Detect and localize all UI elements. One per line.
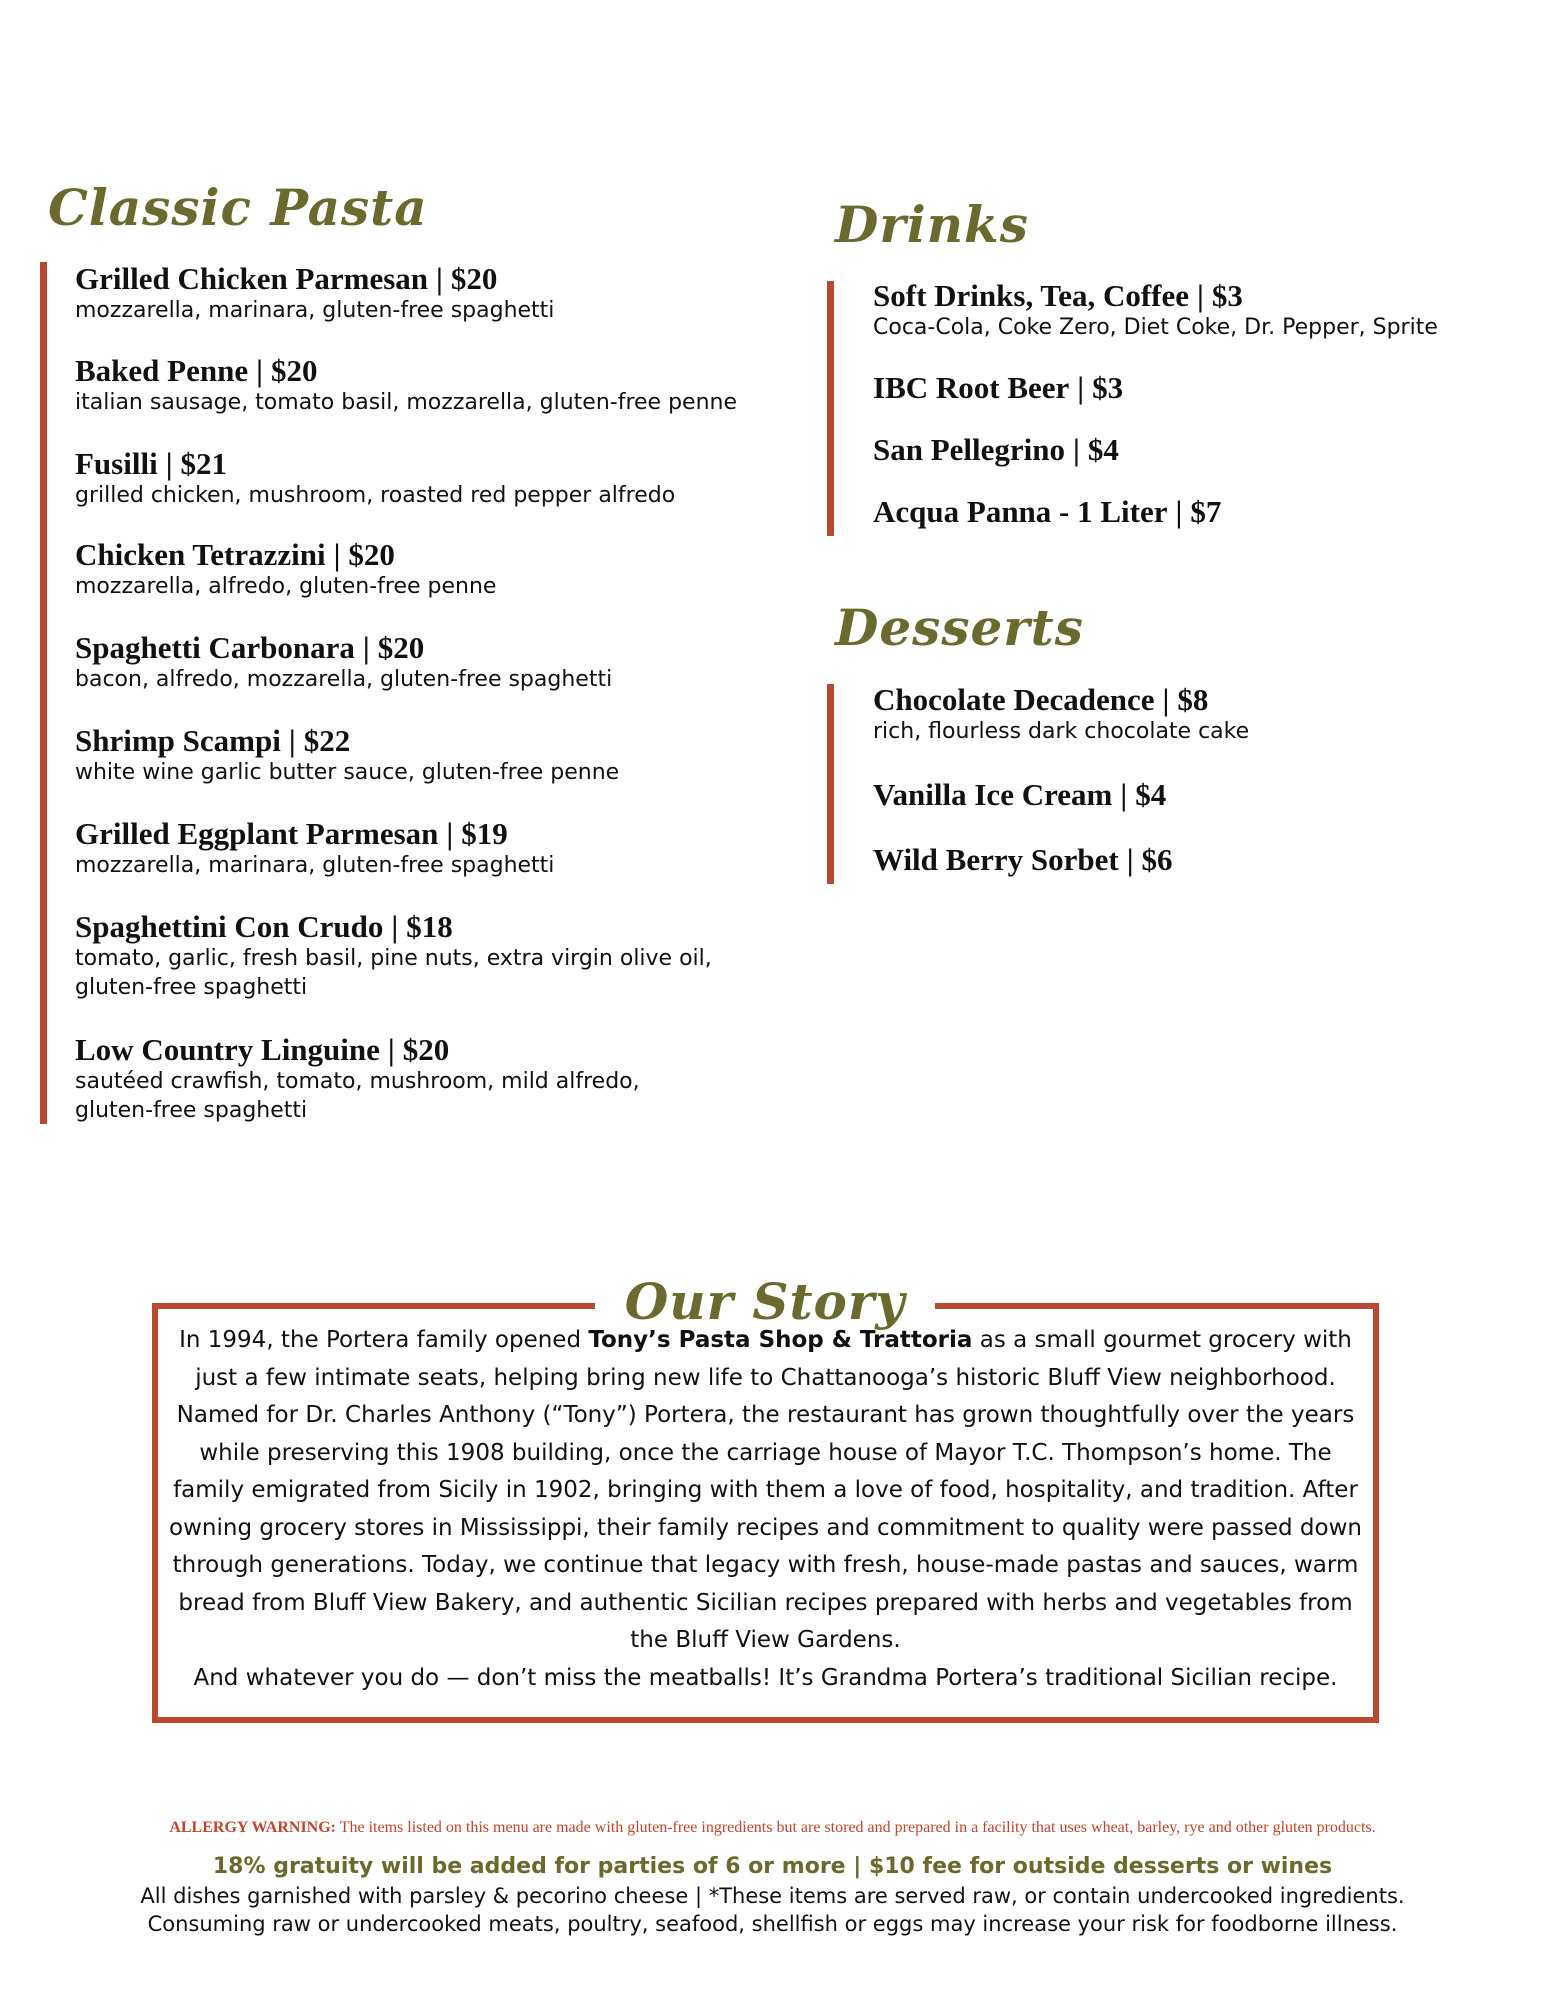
item-name: Spaghettini Con Crudo — [75, 909, 384, 944]
desserts-title: Desserts — [835, 598, 1084, 657]
item-description: grilled chicken, mushroom, roasted red pepper alfredo — [75, 483, 676, 508]
item-price: $18 — [406, 909, 453, 944]
item-description: bacon, alfredo, mozzarella, gluten-free spaghetti — [75, 667, 613, 692]
price-separator: | — [387, 1032, 395, 1067]
item-price: $3 — [1211, 278, 1243, 313]
item-description: sautéed crawfish, tomato, mushroom, mild alfredo, — [75, 1069, 640, 1094]
menu-item — [75, 724, 619, 787]
price-separator: | — [333, 537, 341, 572]
menu-item — [873, 371, 1123, 405]
price-separator: | — [391, 909, 399, 944]
menu-item — [75, 631, 612, 694]
item-name: Chicken Tetrazzini — [75, 537, 326, 572]
item-price: $22 — [303, 723, 351, 758]
item-name: Fusilli — [75, 446, 158, 481]
drinks-title: Drinks — [835, 195, 1029, 254]
menu-item — [873, 495, 1221, 529]
item-name-line — [75, 538, 496, 572]
item-name: Vanilla Ice Cream — [873, 777, 1113, 812]
price-separator: | — [1197, 278, 1204, 313]
drinks-accent-bar — [827, 281, 834, 536]
item-name: Chocolate Decadence — [873, 682, 1155, 717]
price-separator: | — [1120, 777, 1128, 812]
item-name-line — [75, 1033, 640, 1067]
story-body: as a small gourmet grocery with just a few intimate seats, helping bring new life to Chattanooga’s historic Bluff View neighborhood. Named for Dr. Charles Anthony (“Tony”) Portera, the restaurant has grown thoughtfully over the years while preserving this 1908 building, once the carriage house of Mayor T.C. Thompson’s home. The family emigrated from Sicily in 1902, bringing with them a love of food, hospitality, and tradition. After owning grocery stores in Mississippi, their family recipes and commitment to quality were passed down through generations. Today, we continue that legacy with fresh, house-made pastas and sauces, warm bread from Bluff View Bakery, and authentic Sicilian recipes prepared with herbs and vegetables from the Bluff View Gardens. — [169, 1327, 1362, 1653]
story-title: Our Story — [624, 1272, 906, 1331]
menu-item — [75, 354, 737, 417]
item-price: $4 — [1135, 777, 1167, 812]
item-name-line — [873, 683, 1249, 717]
item-description: tomato, garlic, fresh basil, pine nuts, extra virgin olive oil, — [75, 946, 712, 971]
story-intro: In 1994, the Portera family opened — [179, 1327, 589, 1353]
foodborne-illness-notice: Consuming raw or undercooked meats, poultry, seafood, shellfish or eggs may increase your risk for foodborne illness. — [147, 1912, 1398, 1936]
item-name-line — [873, 433, 1119, 467]
item-price: $21 — [180, 446, 228, 481]
price-separator: | — [288, 723, 296, 758]
item-description: Coca-Cola, Coke Zero, Diet Coke, Dr. Pepper, Sprite — [873, 315, 1438, 340]
item-description: italian sausage, tomato basil, mozzarella, gluten-free penne — [75, 390, 737, 415]
item-price: $8 — [1177, 682, 1209, 717]
item-name-line — [873, 371, 1123, 405]
price-separator: | — [1126, 842, 1134, 877]
restaurant-name: Tony’s Pasta Shop & Trattoria — [588, 1327, 973, 1353]
item-name-line — [75, 354, 737, 388]
price-separator: | — [165, 446, 173, 481]
item-name: IBC Root Beer — [873, 370, 1070, 405]
item-name: Grilled Eggplant Parmesan — [75, 816, 439, 851]
item-name: Soft Drinks, Tea, Coffee — [873, 278, 1190, 313]
item-description: mozzarella, marinara, gluten-free spaghetti — [75, 298, 555, 323]
item-name: Grilled Chicken Parmesan — [75, 261, 429, 296]
item-name: Baked Penne — [75, 353, 249, 388]
item-name-line — [75, 817, 554, 851]
item-price: $20 — [402, 1032, 450, 1067]
story-paragraph — [168, 1322, 1363, 1697]
item-name: Wild Berry Sorbet — [873, 842, 1119, 877]
menu-item — [873, 683, 1249, 746]
item-name-line — [75, 631, 612, 665]
price-separator: | — [256, 353, 263, 388]
item-price: $3 — [1092, 370, 1124, 405]
classic-pasta-title: Classic Pasta — [48, 178, 428, 237]
price-separator: | — [446, 816, 454, 851]
item-name: Spaghetti Carbonara — [75, 630, 355, 665]
item-price: $20 — [450, 261, 498, 296]
menu-item — [75, 447, 675, 510]
item-name: Shrimp Scampi — [75, 723, 281, 758]
price-separator: | — [436, 261, 443, 296]
menu-item — [75, 538, 496, 601]
menu-item — [75, 910, 712, 1002]
desserts-accent-bar — [827, 684, 834, 884]
item-name-line — [75, 447, 675, 481]
menu-item — [873, 843, 1173, 877]
price-separator: | — [1073, 432, 1080, 467]
item-description-continued: gluten-free spaghetti — [75, 1098, 308, 1123]
item-price: $4 — [1087, 432, 1119, 467]
item-price: $20 — [270, 353, 318, 388]
menu-item — [873, 279, 1438, 342]
item-name-line — [873, 279, 1438, 313]
item-name-line — [873, 495, 1221, 529]
item-price: $20 — [377, 630, 425, 665]
item-description: mozzarella, marinara, gluten-free spaghetti — [75, 853, 555, 878]
item-price: $7 — [1190, 494, 1222, 529]
item-name-line — [75, 262, 554, 296]
item-description-continued: gluten-free spaghetti — [75, 975, 308, 1000]
item-description: rich, flourless dark chocolate cake — [873, 719, 1250, 744]
item-price: $6 — [1141, 842, 1173, 877]
item-name-line — [75, 910, 712, 944]
allergy-warning-label: ALLERGY WARNING: — [169, 1819, 336, 1836]
item-description: white wine garlic butter sauce, gluten-free penne — [75, 760, 620, 785]
item-price: $19 — [461, 816, 508, 851]
item-name: Low Country Linguine — [75, 1032, 380, 1067]
allergy-warning-text: The items listed on this menu are made with gluten-free ingredients but are stored and prepared in a facility that uses wheat, barley, rye and other gluten products. — [336, 1819, 1376, 1836]
item-name-line — [873, 843, 1173, 877]
menu-item — [75, 817, 554, 880]
price-separator: | — [1162, 682, 1170, 717]
price-separator: | — [1077, 370, 1085, 405]
item-name-line — [873, 778, 1166, 812]
garnish-notice: All dishes garnished with parsley & pecorino cheese | *These items are served raw, or contain undercooked ingredients. — [140, 1884, 1405, 1908]
menu-item — [873, 433, 1119, 467]
item-name: Acqua Panna - 1 Liter — [873, 494, 1168, 529]
story-closing: And whatever you do — don’t miss the meatballs! It’s Grandma Portera’s traditional Sicilian recipe. — [193, 1664, 1338, 1691]
gratuity-notice: 18% gratuity will be added for parties of 6 or more | $10 fee for outside desserts or wines — [212, 1854, 1333, 1879]
item-description: mozzarella, alfredo, gluten-free penne — [75, 574, 497, 599]
menu-item — [75, 262, 554, 325]
allergy-warning — [30, 1817, 1515, 1839]
item-name-line — [75, 724, 619, 758]
classic-pasta-accent-bar — [40, 262, 47, 1124]
item-price: $20 — [348, 537, 395, 572]
price-separator: | — [1175, 494, 1183, 529]
item-name: San Pellegrino — [873, 432, 1066, 467]
menu-item — [873, 778, 1166, 812]
price-separator: | — [362, 630, 370, 665]
menu-item — [75, 1033, 640, 1125]
